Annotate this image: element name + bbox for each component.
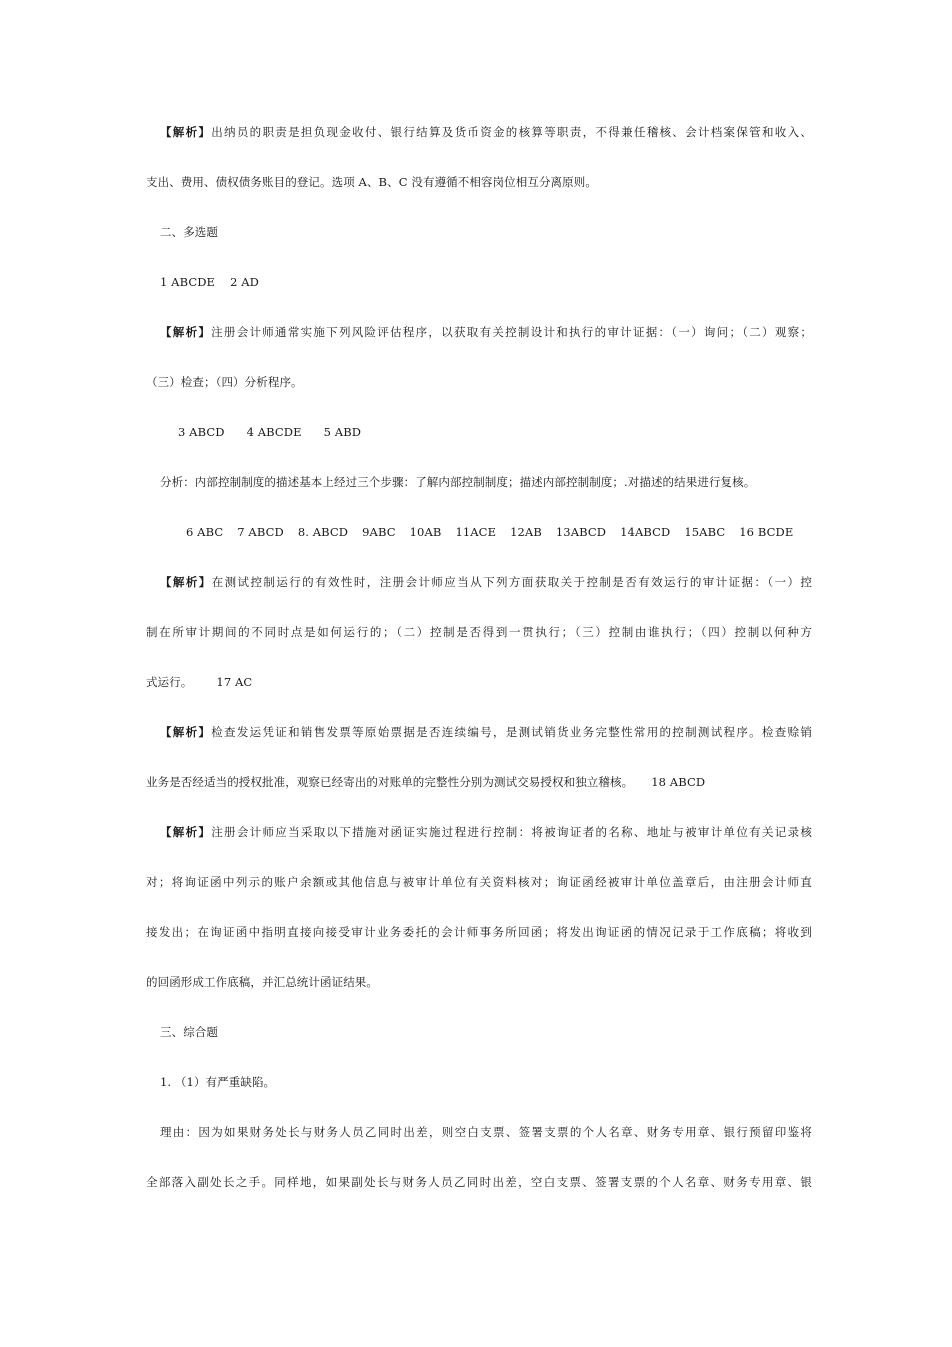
analysis-text: 出纳员的职责是担负现金收付、银行结算及货币资金的核算等职责，不得兼任稽核、会计档案保管和收入、 [211, 125, 812, 139]
paragraph-analysis-6-line-1 [146, 824, 812, 840]
paragraph-analysis-6-line-4: 的回函形成工作底稿，并汇总统计函证结果。 [146, 975, 378, 989]
paragraph-analysis-4-line-2: 制在所审计期间的不同时点是如何运行的；（二）控制是否得到一贯执行；（三）控制由谁执行；（四）控制以何种方 [146, 625, 812, 639]
question-1-answer: 1. （1）有严重缺陷。 [160, 1075, 276, 1089]
answer-item: 15ABC [684, 525, 726, 539]
section-title-multiple-choice: 二、多选题 [160, 225, 218, 239]
reason-line-2: 全部落入副处长之手。同样地，如果副处长与财务人员乙同时出差，空白支票、签署支票的个人名章、财务专用章、银 [146, 1175, 812, 1189]
analysis-text: 在测试控制运行的有效性时，注册会计师应当从下列方面获取关于控制是否有效运行的审计证据：（一）控 [211, 575, 812, 589]
paragraph-analysis-6-line-2: 对；将询证函中列示的账户余额或其他信息与被审计单位有关资料核对；询证函经被审计单位盖章后，由注册会计师直 [146, 875, 812, 889]
answer-item: 5 ABD [323, 425, 362, 439]
analysis-text: 检查发运凭证和销售发票等原始票据是否连续编号，是测试销货业务完整性常用的控制测试程序。检查赊销 [211, 725, 812, 739]
answer-item: 13ABCD [555, 525, 607, 539]
answer-item: 8. ABCD [297, 525, 349, 539]
answer-item: 3 ABCD [178, 425, 225, 439]
answers-6-16 [146, 524, 812, 540]
analysis-text: 业务是否经适当的授权批准，观察已经寄出的对账单的完整性分别为测试交易授权和独立稽核。 [146, 775, 634, 789]
paragraph-analysis-1-line-2: 支出、费用、债权债务账目的登记。选项 A、B、C 没有遵循不相容岗位相互分离原则。 [146, 175, 597, 189]
paragraph-analysis-5-line-2 [146, 774, 812, 790]
analysis-text: 注册会计师应当采取以下措施对函证实施过程进行控制：将被询证者的名称、地址与被审计单位有关记录核 [211, 825, 812, 839]
answers-3-5 [146, 424, 812, 440]
paragraph-analysis-1-line-1 [146, 124, 812, 140]
answer-item: 12AB [510, 525, 542, 539]
answer-item: 6 ABC [186, 525, 224, 539]
paragraph-analysis-4-line-3 [146, 674, 812, 690]
answer-item: 10AB [409, 525, 442, 539]
analysis-tag: 【解析】 [160, 725, 212, 739]
answer-item: 9ABC [362, 525, 396, 539]
analysis-text: 式运行。 [146, 675, 193, 689]
paragraph-analysis-6-line-3: 接发出；在询证函中指明直接向接受审计业务委托的会计师事务所回函；将发出询证函的情况记录于工作底稿；将收到 [146, 925, 812, 939]
answer-item: 7 ABCD [237, 525, 284, 539]
analysis-tag: 【解析】 [160, 575, 212, 589]
reason-line-1: 理由：因为如果财务处长与财务人员乙同时出差，则空白支票、签署支票的个人名章、财务专用章、银行预留印鉴将 [160, 1125, 812, 1139]
analysis-tag: 【解析】 [160, 125, 212, 139]
analysis-text: 注册会计师通常实施下列风险评估程序，以获取有关控制设计和执行的审计证据：（一）询问；（二）观察； [211, 325, 812, 339]
section-title-comprehensive: 三、综合题 [160, 1025, 218, 1039]
paragraph-analysis-2-line-2: （三）检查；（四）分析程序。 [146, 375, 303, 389]
paragraph-analysis-3: 分析：内部控制制度的描述基本上经过三个步骤：了解内部控制制度；描述内部控制制度；.对描述的结果进行复核。 [160, 475, 756, 489]
answer-item: 11ACE [455, 525, 497, 539]
paragraph-analysis-5-line-1 [146, 724, 812, 740]
answer-item: 18 ABCD [651, 775, 706, 789]
answer-item: 4 ABCDE [246, 425, 302, 439]
answer-item: 16 BCDE [739, 525, 794, 539]
paragraph-analysis-2-line-1 [146, 324, 812, 340]
answer-item: 17 AC [216, 675, 253, 689]
paragraph-analysis-4-line-1 [146, 574, 812, 590]
answers-1-2: 1 ABCDE 2 AD [160, 275, 259, 289]
analysis-tag: 【解析】 [160, 325, 212, 339]
analysis-tag: 【解析】 [160, 825, 212, 839]
answer-item: 14ABCD [620, 525, 671, 539]
